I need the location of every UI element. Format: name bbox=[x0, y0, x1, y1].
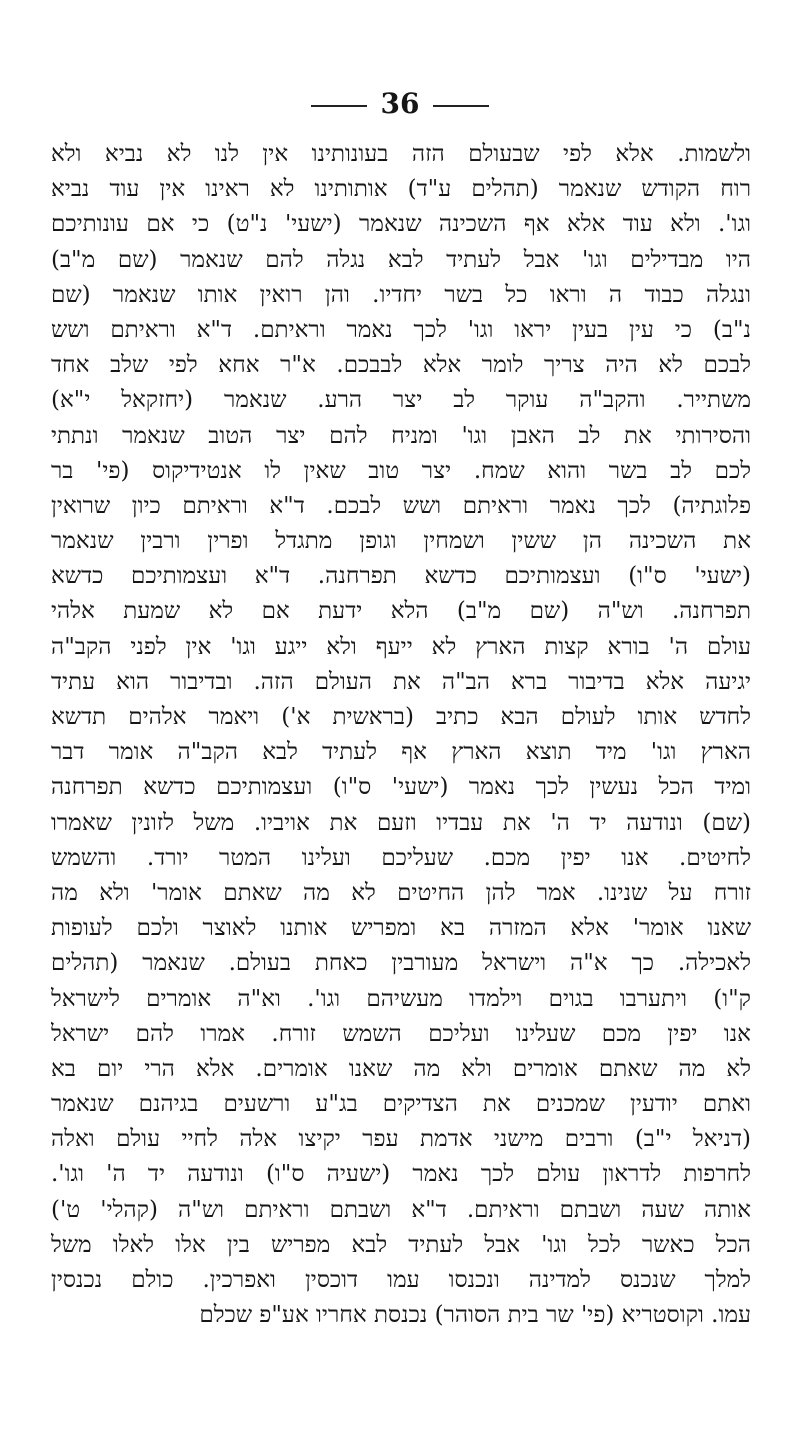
text-line: זורח על שנינו. אמר להן החיטים לא מה שאתם אומר' ולא מה bbox=[51, 879, 751, 906]
page-number: 36 bbox=[380, 87, 420, 120]
text-line: יגיעה אלא בדיבור ברא הב"ה את העולם הזה. ובדיבור הוא עתיד bbox=[51, 668, 751, 695]
text-line: לבכם לא היה צריך לומר אלא לבבכם. א"ר אחא לפי שלב אחד bbox=[51, 352, 751, 379]
text-line: לאכילה. כך א"ה וישראל מעורבין כאחת בעולם. שנאמר (תהלים bbox=[51, 950, 751, 977]
text-line: לכם לב בשר והוא שמח. יצר טוב שאין לו אנטידיקוס (פי' בר bbox=[51, 457, 751, 484]
text-line: ק"ו) ויתערבו בגוים וילמדו מעשיהם וגו'. וא"ה אומרים לישראל bbox=[51, 985, 751, 1012]
text-line: לחיטים. אנו יפין מכם. שעליכם ועלינו המטר יורד. והשמש bbox=[51, 844, 751, 871]
header-rule-right bbox=[433, 105, 489, 107]
text-line: למלך שנכנס למדינה ונכנסו עמו דוכסין ואפרכין. כולם נכנסין bbox=[51, 1267, 751, 1293]
text-line: היו מבדילים וגו' אבל לעתיד לבא נגלה להם שנאמר (שם מ"ב) bbox=[51, 246, 751, 273]
text-line: לחרפות לדראון עולם לכך נאמר (ישעיה ס"ו) ונודעה יד ה' וגו'. bbox=[51, 1161, 751, 1188]
page-body-text bbox=[51, 137, 751, 1333]
text-line: אותה שעה ושבתם וראיתם. ד"א ושבתם וראיתם וש"ה (קהלי' ט') bbox=[51, 1196, 751, 1223]
text-line: תפרחנה. וש"ה (שם מ"ב) הלא ידעת אם לא שמעת אלהי bbox=[51, 598, 751, 625]
text-line: פלוגתיה) לכך נאמר וראיתם ושש לבכם. ד"א וראיתם כיון שרואין bbox=[51, 492, 751, 519]
text-line: שאנו אומר' אלא המזרה בא ומפריש אותנו לאוצר ולכם לעופות bbox=[51, 915, 751, 942]
text-line: ואתם יודעין שמכנים את הצדיקים בג"ע ורשעים בגיהנם שנאמר bbox=[51, 1091, 751, 1118]
text-line: ונגלה כבוד ה וראו כל בשר יחדיו. והן רואין אותו שנאמר (שם bbox=[51, 281, 751, 308]
page-header bbox=[0, 88, 800, 120]
text-line: נ"ב) כי עין בעין יראו וגו' לכך נאמר וראיתם. ד"א וראיתם ושש bbox=[51, 316, 751, 343]
text-line: אנו יפין מכם שעלינו ועליכם השמש זורח. אמרו להם ישראל bbox=[51, 1020, 751, 1047]
text-line: ולשמות. אלא לפי שבעולם הזה בעונותינו אין לנו לא נביא ולא bbox=[51, 141, 751, 167]
text-line: ומיד הכל נעשין לכך נאמר (ישעי' ס"ו) ועצמותיכם כדשא תפרחנה bbox=[51, 774, 751, 801]
text-line: וגו'. ולא עוד אלא אף השכינה שנאמר (ישעי' נ"ט) כי אם עונותיכם bbox=[51, 211, 751, 238]
text-line: רוח הקודש שנאמר (תהלים ע"ד) אותותינו לא ראינו אין עוד נביא bbox=[51, 176, 751, 203]
text-line: הארץ וגו' מיד תוצא הארץ אף לעתיד לבא הקב"ה אומר דבר bbox=[51, 739, 751, 766]
text-line: הכל כאשר לכל וגו' אבל לעתיד לבא מפריש בין אלו לאלו משל bbox=[51, 1231, 751, 1258]
text-line: (ישעי' ס"ו) ועצמותיכם כדשא תפרחנה. ד"א ועצמותיכם כדשא bbox=[51, 563, 751, 590]
text-line: עולם ה' בורא קצות הארץ לא ייעף ולא ייגע וגו' אין לפני הקב"ה bbox=[51, 633, 751, 660]
header-rule-left bbox=[311, 105, 367, 107]
text-line: לא מה שאתם אומרים ולא מה שאנו אומרים. אלא הרי יום בא bbox=[51, 1055, 751, 1082]
text-line: לחדש אותו לעולם הבא כתיב (בראשית א') ויאמר אלהים תדשא bbox=[51, 704, 751, 730]
text-line: (שם) ונודעה יד ה' את עבדיו וזעם את אויביו. משל לזונין שאמרו bbox=[51, 809, 751, 836]
text-line: והסירותי את לב האבן וגו' ומניח להם יצר הטוב שנאמר ונתתי bbox=[51, 422, 751, 449]
text-line: משתייר. והקב"ה עוקר לב יצר הרע. שנאמר (יחזקאל י"א) bbox=[51, 387, 751, 414]
text-line: (דניאל י"ב) ורבים מישני אדמת עפר יקיצו אלה לחיי עולם ואלה bbox=[51, 1126, 751, 1153]
text-line: את השכינה הן ששין ושמחין וגופן מתגדל ופרין ורבין שנאמר bbox=[51, 528, 751, 555]
text-line: עמו. וקוסטריא (פי' שר בית הסוהר) נכנסת אחריו אע"פ שכלם bbox=[199, 1302, 751, 1329]
